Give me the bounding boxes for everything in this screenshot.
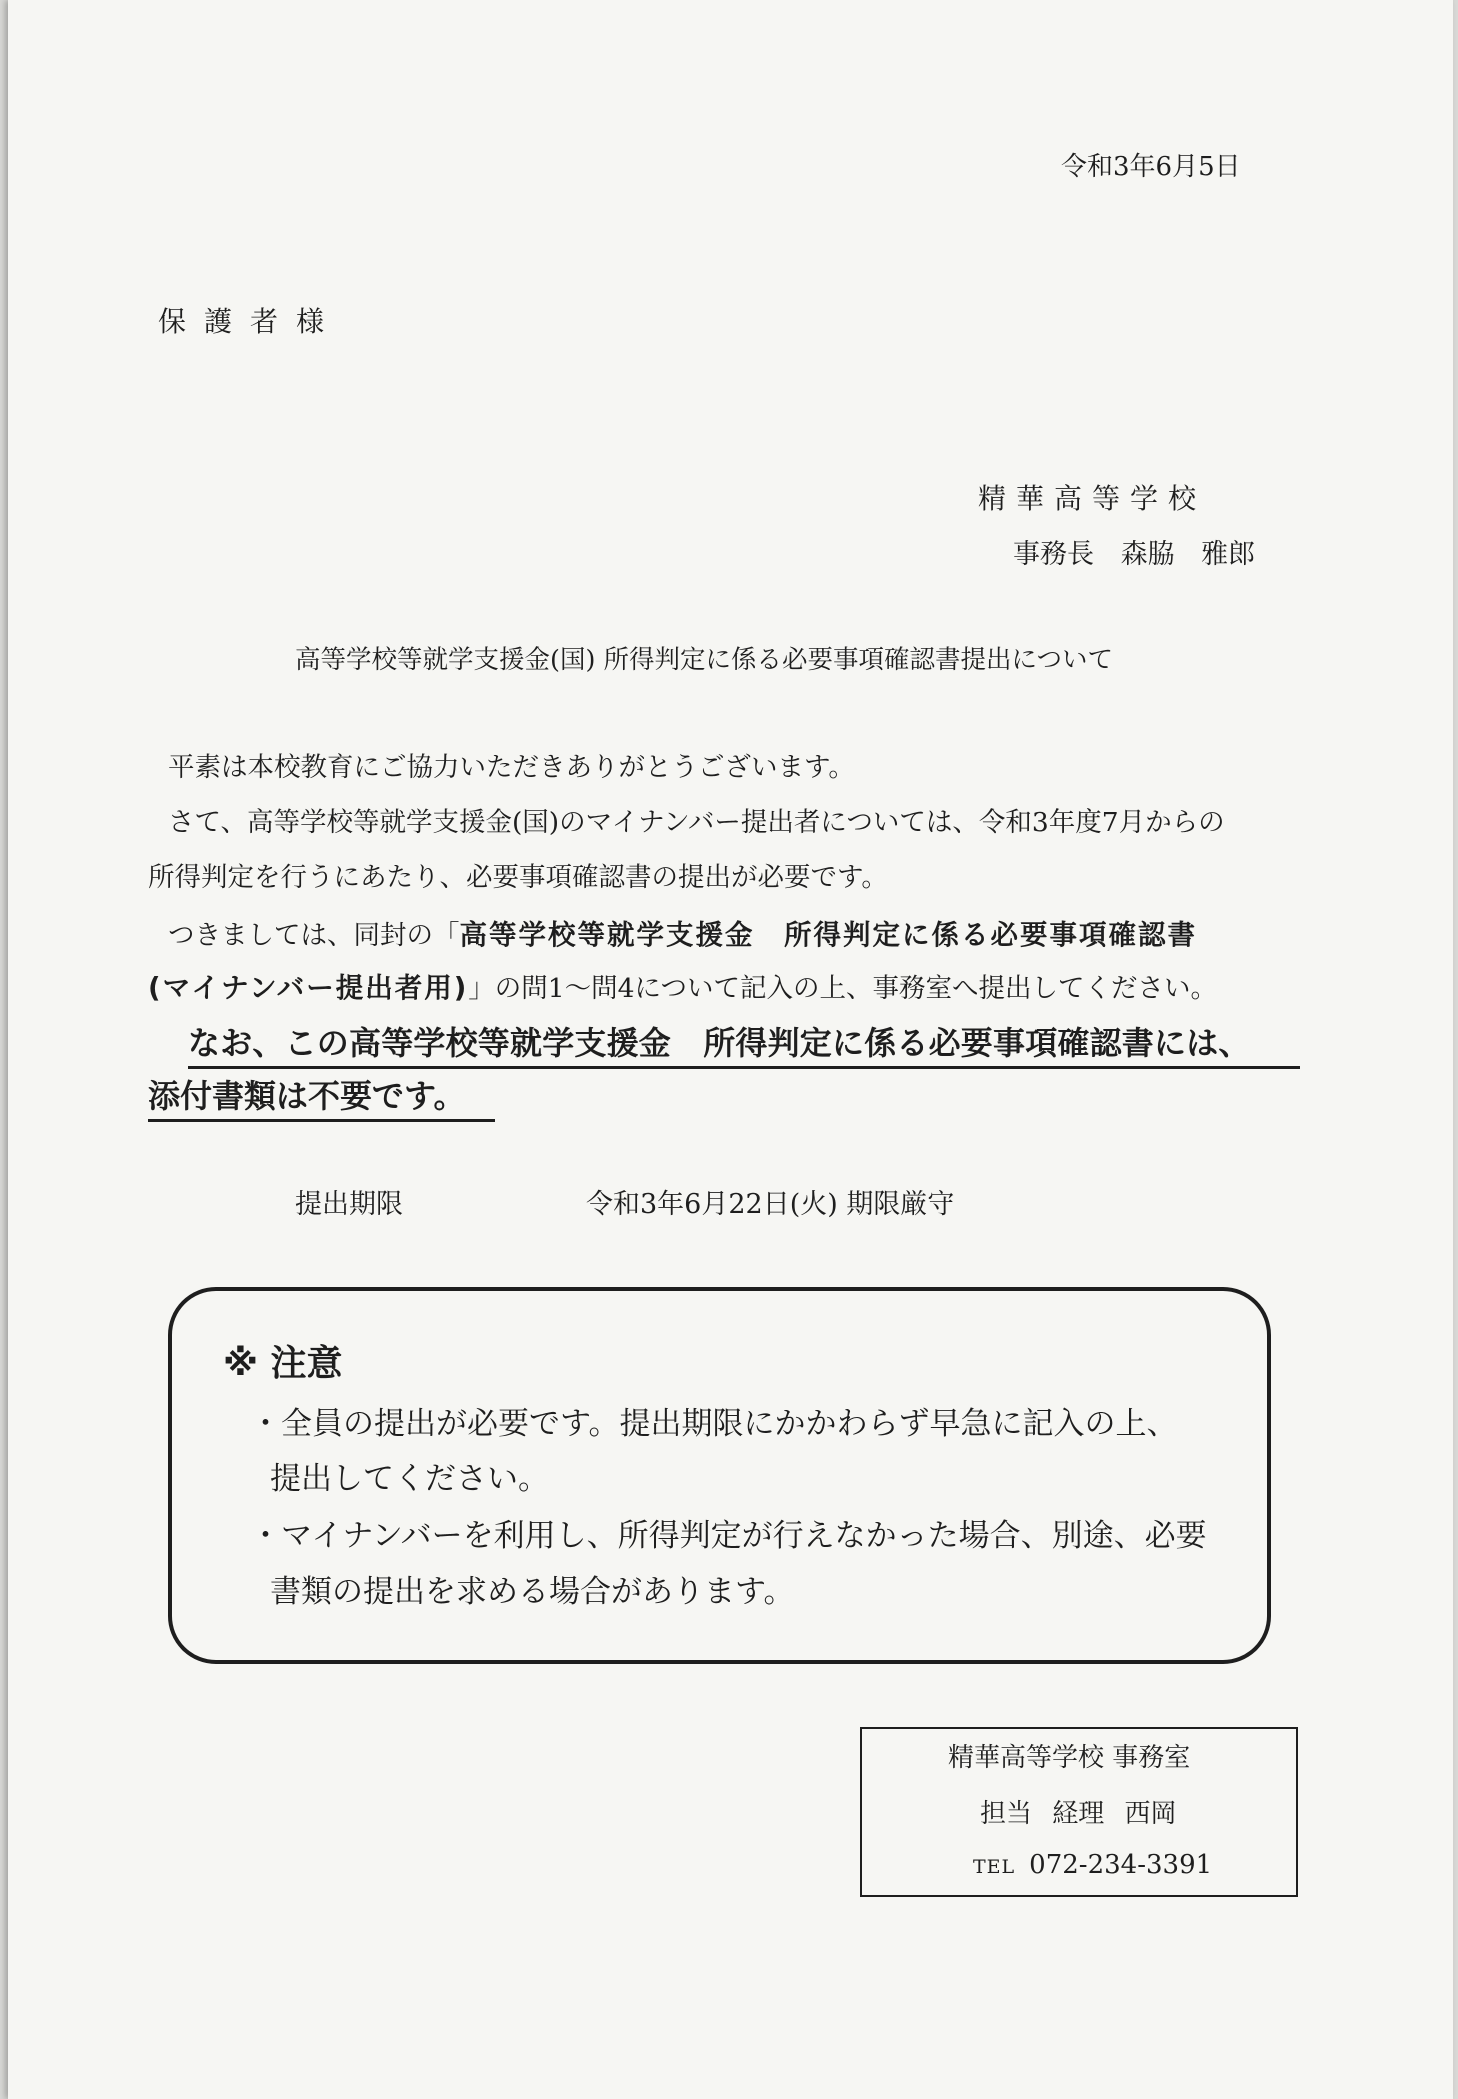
contact-person: 担当 経理 西岡	[980, 1799, 1177, 1829]
caution-title: ※ 注意	[223, 1343, 343, 1384]
body-paragraph-1: 平素は本校教育にご協力いただきありがとうございます。	[168, 752, 855, 783]
sender-school: 精華高等学校	[978, 482, 1207, 515]
deadline-label: 提出期限	[295, 1189, 403, 1220]
body-paragraph-4	[168, 912, 1197, 952]
document-date: 令和3年6月5日	[1061, 152, 1241, 182]
body-paragraph-5	[148, 965, 1217, 1005]
sender-name: 事務長 森脇 雅郎	[1013, 539, 1256, 570]
notice-line-2: 添付書類は不要です。	[148, 1071, 495, 1122]
form-name-suffix-bold: (マイナンバー提出者用)	[148, 972, 469, 1004]
caution-line-4: 書類の提出を求める場合があります。	[270, 1574, 795, 1610]
recipient: 保護者様	[158, 305, 343, 338]
contact-office: 精華高等学校 事務室	[948, 1743, 1191, 1773]
form-name-bold: 高等学校等就学支援金 所得判定に係る必要事項確認書	[459, 919, 1197, 951]
caution-line-2: 提出してください。	[270, 1461, 549, 1497]
document-page	[8, 0, 1453, 2099]
deadline-value: 令和3年6月22日(火) 期限厳守	[586, 1189, 955, 1220]
caution-line-1: ・全員の提出が必要です。提出期限にかかわらず早急に記入の上、	[250, 1406, 1178, 1442]
document-subject: 高等学校等就学支援金(国) 所得判定に係る必要事項確認書提出について	[295, 645, 1113, 675]
phone-number: 072-234-3391	[1029, 1850, 1213, 1880]
body-paragraph-5-text: 」の問1～問4について記入の上、事務室へ提出してください。	[468, 973, 1217, 1004]
body-paragraph-4-prefix: つきましては、同封の「	[168, 920, 460, 951]
body-paragraph-2: さて、高等学校等就学支援金(国)のマイナンバー提出者については、令和3年度7月からの	[168, 807, 1225, 838]
contact-phone	[973, 1850, 1212, 1880]
notice-line-1: なお、この高等学校等就学支援金 所得判定に係る必要事項確認書には、	[188, 1018, 1300, 1069]
caution-line-3: ・マイナンバーを利用し、所得判定が行えなかった場合、別途、必要	[250, 1518, 1207, 1554]
phone-label: TEL	[973, 1856, 1016, 1878]
body-paragraph-3: 所得判定を行うにあたり、必要事項確認書の提出が必要です。	[148, 862, 888, 893]
